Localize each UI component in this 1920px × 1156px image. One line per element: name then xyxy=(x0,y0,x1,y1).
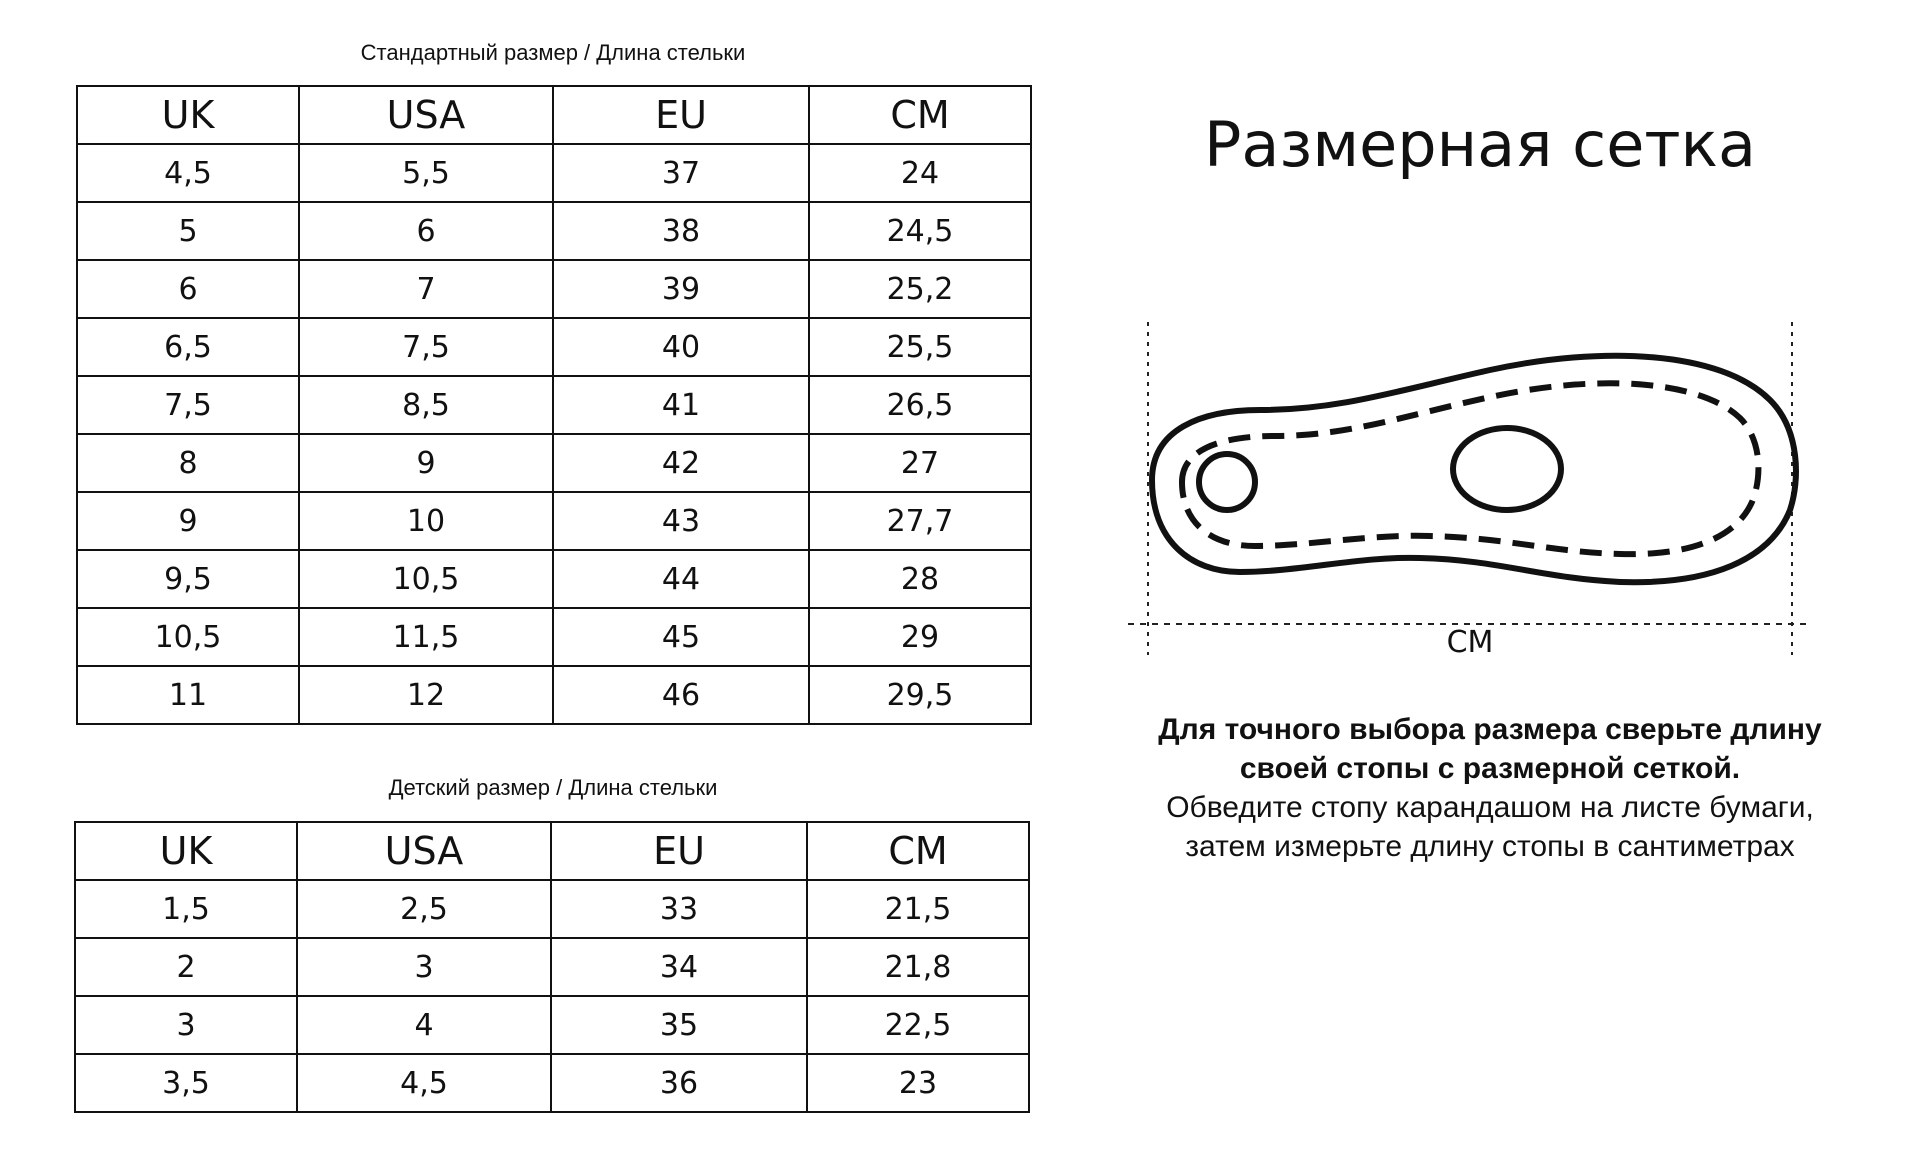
cell-eu: 34 xyxy=(551,938,807,996)
table-row xyxy=(77,666,1031,724)
cell-eu: 39 xyxy=(553,260,809,318)
cell-eu: 33 xyxy=(551,880,807,938)
table-row xyxy=(77,144,1031,202)
cell-usa: 12 xyxy=(299,666,553,724)
cell-cm: 24,5 xyxy=(809,202,1031,260)
cell-usa: 5,5 xyxy=(299,144,553,202)
cell-eu: 43 xyxy=(553,492,809,550)
header-eu: EU xyxy=(551,822,807,880)
kids-table-caption: Детский размер / Длина стельки xyxy=(388,775,718,800)
cell-uk: 5 xyxy=(77,202,299,260)
cell-usa: 11,5 xyxy=(299,608,553,666)
table-row xyxy=(77,202,1031,260)
header-usa: USA xyxy=(299,86,553,144)
forefoot-ellipse xyxy=(1453,428,1561,510)
table-row xyxy=(77,550,1031,608)
cell-eu: 44 xyxy=(553,550,809,608)
cell-cm: 22,5 xyxy=(807,996,1029,1054)
header-cm: CM xyxy=(807,822,1029,880)
heel-circle xyxy=(1199,454,1255,510)
table-row xyxy=(77,492,1031,550)
cell-cm: 21,5 xyxy=(807,880,1029,938)
cell-eu: 35 xyxy=(551,996,807,1054)
cell-usa: 7 xyxy=(299,260,553,318)
header-usa: USA xyxy=(297,822,551,880)
table-row xyxy=(77,608,1031,666)
insole-illustration xyxy=(1100,310,1820,670)
table-row xyxy=(77,318,1031,376)
cell-uk: 3 xyxy=(75,996,297,1054)
cell-uk: 1,5 xyxy=(75,880,297,938)
header-eu: EU xyxy=(553,86,809,144)
cell-eu: 40 xyxy=(553,318,809,376)
cell-usa: 3 xyxy=(297,938,551,996)
cell-usa: 7,5 xyxy=(299,318,553,376)
table-header-row xyxy=(77,86,1031,144)
instructions-block xyxy=(1110,710,1870,866)
header-uk: UK xyxy=(75,822,297,880)
cell-eu: 37 xyxy=(553,144,809,202)
cell-cm: 28 xyxy=(809,550,1031,608)
cell-uk: 3,5 xyxy=(75,1054,297,1112)
cell-eu: 42 xyxy=(553,434,809,492)
cell-eu: 45 xyxy=(553,608,809,666)
page-title: Размерная сетка xyxy=(1204,108,1756,181)
cell-uk: 10,5 xyxy=(77,608,299,666)
header-cm: CM xyxy=(809,86,1031,144)
cell-cm: 26,5 xyxy=(809,376,1031,434)
cell-cm: 27,7 xyxy=(809,492,1031,550)
cell-usa: 10,5 xyxy=(299,550,553,608)
cell-usa: 2,5 xyxy=(297,880,551,938)
cell-cm: 23 xyxy=(807,1054,1029,1112)
table-row xyxy=(75,1054,1029,1112)
instruction-line-2: затем измерьте длину стопы в сантиметрах xyxy=(1185,830,1795,863)
standard-table-caption: Стандартный размер / Длина стельки xyxy=(360,40,746,65)
cell-uk: 4,5 xyxy=(77,144,299,202)
cell-uk: 7,5 xyxy=(77,376,299,434)
cell-usa: 4,5 xyxy=(297,1054,551,1112)
cell-usa: 4 xyxy=(297,996,551,1054)
cell-eu: 36 xyxy=(551,1054,807,1112)
cell-uk: 2 xyxy=(75,938,297,996)
cell-usa: 9 xyxy=(299,434,553,492)
cell-uk: 6,5 xyxy=(77,318,299,376)
cell-eu: 41 xyxy=(553,376,809,434)
cell-eu: 46 xyxy=(553,666,809,724)
header-uk: UK xyxy=(77,86,299,144)
table-row xyxy=(77,434,1031,492)
instruction-bold-line-2: своей стопы с размерной сеткой. xyxy=(1239,752,1741,785)
cell-cm: 25,5 xyxy=(809,318,1031,376)
cell-cm: 29 xyxy=(809,608,1031,666)
instruction-line-1: Обведите стопу карандашом на листе бумаги, xyxy=(1166,791,1814,824)
cell-uk: 9 xyxy=(77,492,299,550)
table-row xyxy=(75,880,1029,938)
table-row xyxy=(77,260,1031,318)
cell-uk: 8 xyxy=(77,434,299,492)
table-row xyxy=(77,376,1031,434)
standard-size-table xyxy=(76,85,1032,725)
cell-uk: 11 xyxy=(77,666,299,724)
cell-usa: 6 xyxy=(299,202,553,260)
cell-usa: 8,5 xyxy=(299,376,553,434)
cell-uk: 6 xyxy=(77,260,299,318)
instruction-bold-line-1: Для точного выбора размера сверьте длину xyxy=(1158,713,1822,746)
cell-eu: 38 xyxy=(553,202,809,260)
table-row xyxy=(75,938,1029,996)
cell-usa: 10 xyxy=(299,492,553,550)
table-row xyxy=(75,996,1029,1054)
cell-uk: 9,5 xyxy=(77,550,299,608)
cell-cm: 25,2 xyxy=(809,260,1031,318)
measure-label: CM xyxy=(1446,625,1494,660)
kids-size-table xyxy=(74,821,1030,1113)
cell-cm: 24 xyxy=(809,144,1031,202)
cell-cm: 29,5 xyxy=(809,666,1031,724)
cell-cm: 27 xyxy=(809,434,1031,492)
table-header-row xyxy=(75,822,1029,880)
cell-cm: 21,8 xyxy=(807,938,1029,996)
